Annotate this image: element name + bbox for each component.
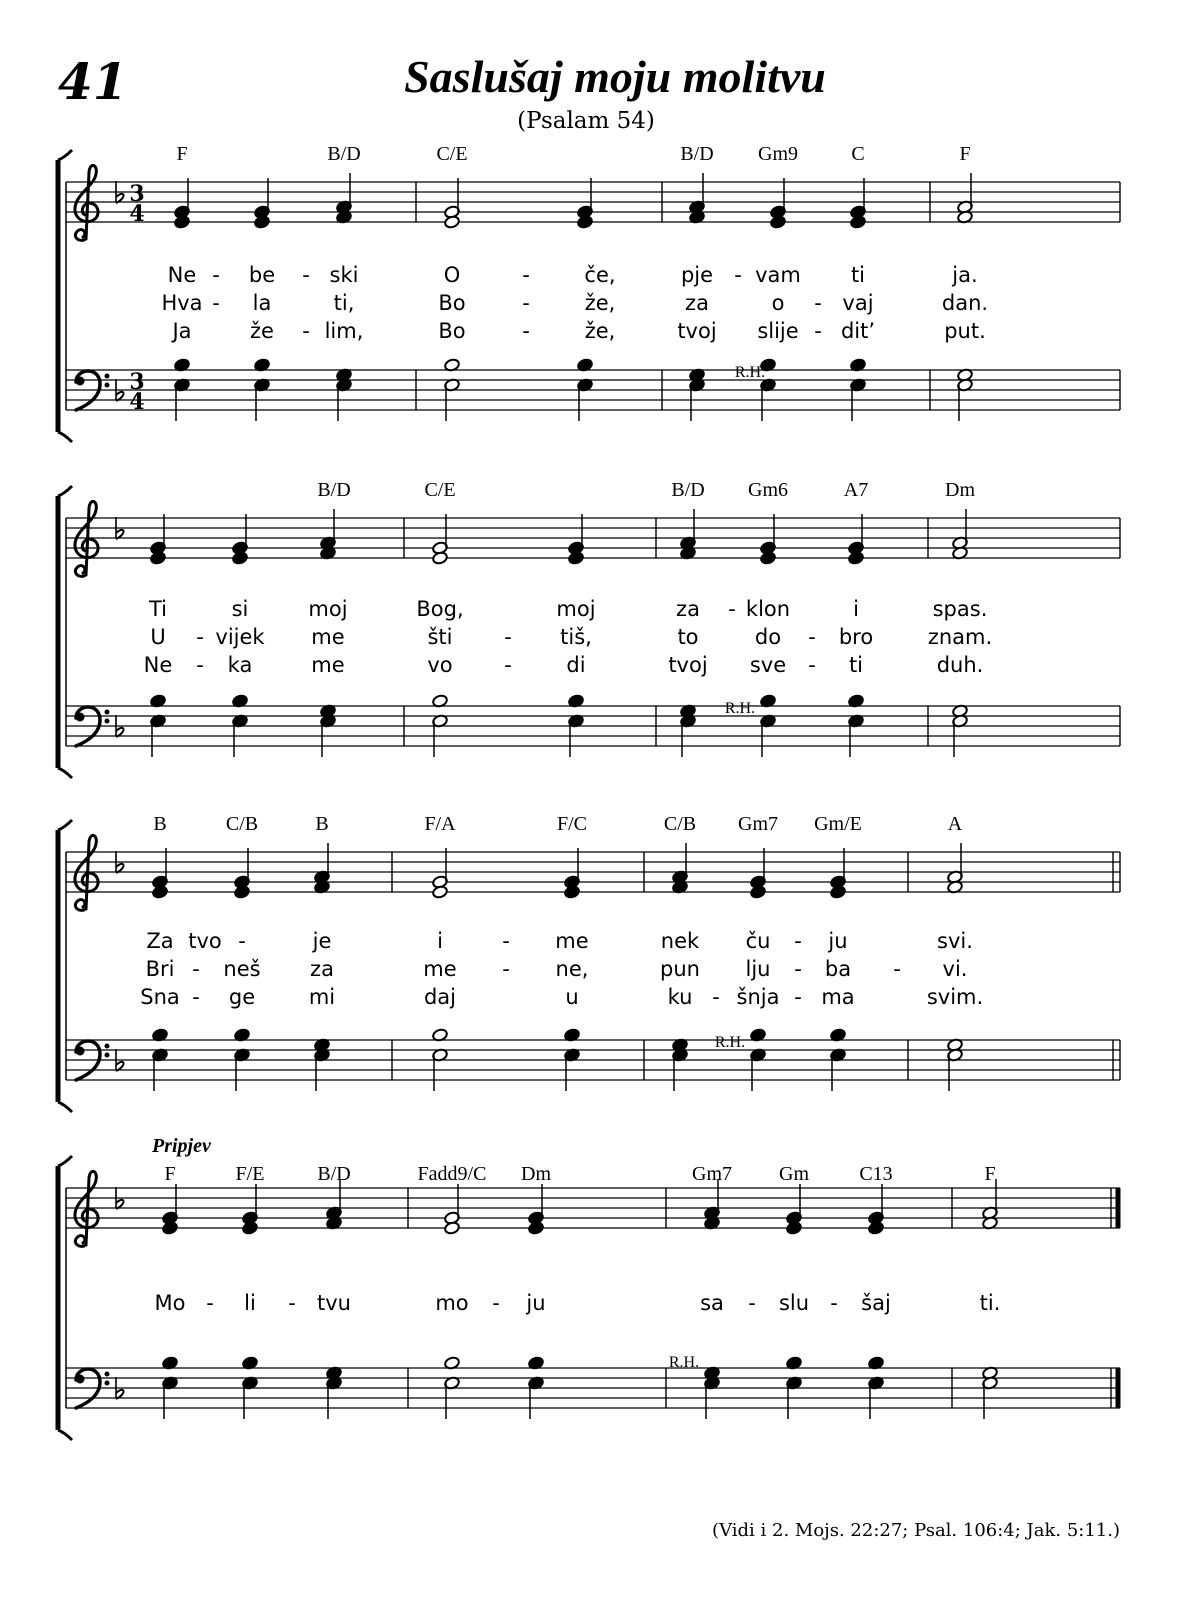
time-signature-top: 3 xyxy=(129,369,145,395)
lyric-hyphen: - xyxy=(502,957,510,981)
chord-symbol: C/E xyxy=(424,479,456,501)
chord-symbol: Gm/E xyxy=(814,813,862,835)
lyric-syllable: že xyxy=(250,319,274,343)
treble-note xyxy=(770,215,787,229)
lyric-syllable: moj xyxy=(308,597,348,621)
chord-symbol: C13 xyxy=(859,1163,893,1185)
system-bracket xyxy=(58,820,72,1112)
lyric-syllable: Bri xyxy=(145,957,175,981)
lyric-syllable: ti, xyxy=(333,291,355,315)
lyric-syllable: lju xyxy=(745,957,771,981)
lyric-syllable: dan. xyxy=(941,291,989,315)
treble-note xyxy=(868,1221,885,1235)
lyric-syllable: je xyxy=(312,929,332,953)
lyric-hyphen: - xyxy=(504,653,512,677)
treble-note xyxy=(232,551,249,565)
lyric-hyphen: - xyxy=(893,957,901,981)
bracket-bottom xyxy=(58,1430,72,1440)
chord-symbol: Gm xyxy=(779,1163,809,1185)
chord-symbol: A xyxy=(947,813,963,835)
lyric-syllable: šnja xyxy=(736,985,780,1009)
chord-symbol: Gm6 xyxy=(748,479,788,501)
right-hand-marker: R.H. xyxy=(668,1354,700,1371)
lyric-syllable: Mo xyxy=(154,1291,186,1315)
treble-clef-path xyxy=(75,1171,98,1246)
bass-clef-dot xyxy=(105,1053,110,1058)
bass-staff-3 xyxy=(66,1368,1120,1408)
lyric-syllable: vijek xyxy=(215,625,265,649)
lyric-syllable: la xyxy=(252,291,272,315)
lyric-syllable: O xyxy=(443,263,461,287)
treble-note xyxy=(444,1221,461,1235)
lyric-syllable: ja. xyxy=(952,263,978,287)
bass-clef-dot xyxy=(105,1044,110,1049)
lyric-syllable: ču xyxy=(745,929,771,953)
lyric-hyphen: - xyxy=(728,597,736,621)
bracket-top xyxy=(58,486,72,496)
chord-symbol: C/B xyxy=(663,813,697,835)
chord-symbol: Fadd9/C xyxy=(417,1163,487,1185)
lyric-syllable: i xyxy=(853,597,859,621)
lyric-syllable: ku xyxy=(667,985,693,1009)
lyric-syllable: ski xyxy=(329,263,359,287)
lyric-hyphen: - xyxy=(206,1291,214,1315)
lyric-syllable: šti xyxy=(427,625,453,649)
lyric-syllable: sa xyxy=(700,1291,724,1315)
time-signature-bottom: 4 xyxy=(129,201,145,227)
lyric-hyphen: - xyxy=(808,653,816,677)
chord-symbol: Dm xyxy=(521,1163,551,1185)
treble-note xyxy=(150,551,167,565)
lyric-syllable: svi. xyxy=(937,929,973,953)
bracket-top xyxy=(58,820,72,830)
lyric-syllable: vam xyxy=(755,263,801,287)
lyric-syllable: pun xyxy=(660,957,700,981)
lyric-hyphen: - xyxy=(734,263,742,287)
lyric-syllable: be xyxy=(248,263,276,287)
bass-clef-dot xyxy=(76,1047,85,1056)
bracket-bottom xyxy=(58,768,72,778)
lyric-syllable: duh. xyxy=(936,653,984,677)
time-signature-bottom: 4 xyxy=(129,389,145,415)
chord-symbol: Gm7 xyxy=(692,1163,732,1185)
lyric-syllable: Ti xyxy=(148,597,168,621)
lyric-syllable: di xyxy=(566,653,586,677)
lyric-hyphen: - xyxy=(212,263,220,287)
right-hand-marker: R.H. xyxy=(724,700,756,717)
lyric-syllable: ti. xyxy=(979,1291,1001,1315)
lyric-syllable: Za xyxy=(146,929,174,953)
lyric-hyphen: - xyxy=(794,985,802,1009)
lyric-syllable: bro xyxy=(838,625,874,649)
chord-symbol: F xyxy=(164,1163,176,1185)
treble-note xyxy=(830,885,847,899)
lyric-hyphen: - xyxy=(302,319,310,343)
chord-symbol: B/D xyxy=(317,1163,351,1185)
lyric-syllable: slu xyxy=(778,1291,810,1315)
lyric-hyphen: - xyxy=(196,653,204,677)
lyric-hyphen: - xyxy=(794,929,802,953)
treble-clef-path xyxy=(75,501,98,576)
lyric-hyphen: - xyxy=(192,957,200,981)
chord-symbol: C/B xyxy=(225,813,259,835)
lyric-hyphen: - xyxy=(830,1291,838,1315)
lyric-syllable: Ne xyxy=(167,263,197,287)
chord-symbol: C xyxy=(851,143,865,165)
treble-note xyxy=(254,215,271,229)
lyric-syllable: za xyxy=(685,291,709,315)
lyric-syllable: ju xyxy=(828,929,848,953)
lyric-syllable: tvoj xyxy=(668,653,708,677)
lyric-syllable: Ne xyxy=(143,653,173,677)
hymn-number: 41 xyxy=(58,52,128,111)
bracket-bottom xyxy=(58,1102,72,1112)
treble-note xyxy=(568,551,585,565)
chord-symbol: F xyxy=(959,143,971,165)
lyric-syllable: tvoj xyxy=(677,319,717,343)
treble-note xyxy=(786,1221,803,1235)
hymn-subtitle: (Psalam 54) xyxy=(517,108,655,134)
treble-clef-path xyxy=(75,165,98,240)
lyric-syllable: tvu xyxy=(317,1291,351,1315)
chord-symbol: F/C xyxy=(556,813,588,835)
lyric-syllable: dit’ xyxy=(840,319,876,343)
right-hand-marker: R.H. xyxy=(734,364,766,381)
lyric-syllable: Sna xyxy=(140,985,180,1009)
lyric-syllable: že, xyxy=(584,291,616,315)
treble-note xyxy=(848,551,865,565)
chord-symbol: B/D xyxy=(671,479,705,501)
treble-note xyxy=(850,215,867,229)
lyric-hyphen: - xyxy=(504,625,512,649)
treble-note xyxy=(152,885,169,899)
chord-symbol: A7 xyxy=(843,479,869,501)
treble-clef xyxy=(75,835,98,910)
bass-clef-dot xyxy=(76,377,85,386)
lyric-syllable: spas. xyxy=(932,597,988,621)
chord-symbol: B xyxy=(315,813,329,835)
system-bracket xyxy=(58,150,72,442)
lyric-syllable: tvo xyxy=(188,929,222,953)
lyric-syllable: Bo xyxy=(438,291,466,315)
treble-note xyxy=(432,885,449,899)
lyric-hyphen: - xyxy=(522,291,530,315)
treble-clef xyxy=(75,501,98,576)
lyric-syllable: li xyxy=(244,1291,256,1315)
time-signature-top: 3 xyxy=(129,181,145,207)
lyric-syllable: sve xyxy=(749,653,787,677)
chord-symbol: B/D xyxy=(317,479,351,501)
lyric-syllable: mo xyxy=(435,1291,469,1315)
chord-symbol: F xyxy=(176,143,188,165)
lyric-hyphen: - xyxy=(808,625,816,649)
lyric-syllable: do xyxy=(754,625,782,649)
treble-note xyxy=(760,551,777,565)
treble-note xyxy=(242,1221,259,1235)
chord-symbol: F/E xyxy=(235,1163,265,1185)
lyric-syllable: pje xyxy=(680,263,714,287)
lyric-syllable: lim, xyxy=(324,319,364,343)
bass-clef-dot xyxy=(105,374,110,379)
lyric-syllable: si xyxy=(231,597,249,621)
lyric-syllable: Ja xyxy=(172,319,192,343)
lyric-hyphen: - xyxy=(794,957,802,981)
treble-note xyxy=(750,885,767,899)
bass-clef-dot xyxy=(105,719,110,724)
bracket-top xyxy=(58,1156,72,1166)
lyric-syllable: me xyxy=(311,625,345,649)
lyric-syllable: Hva xyxy=(161,291,203,315)
lyric-syllable: znam. xyxy=(927,625,993,649)
bass-clef-dot xyxy=(105,1381,110,1386)
bass-clef-dot xyxy=(105,1372,110,1377)
lyric-syllable: šaj xyxy=(861,1291,891,1315)
lyric-hyphen: - xyxy=(522,319,530,343)
lyric-syllable: svim. xyxy=(926,985,984,1009)
lyric-hyphen: - xyxy=(522,263,530,287)
bass-clef-dot xyxy=(105,383,110,388)
treble-note xyxy=(162,1221,179,1235)
chord-symbol: Dm xyxy=(945,479,975,501)
lyric-hyphen: - xyxy=(748,1291,756,1315)
lyric-syllable: za xyxy=(676,597,700,621)
treble-clef xyxy=(75,165,98,240)
system-bracket xyxy=(58,486,72,778)
lyric-hyphen: - xyxy=(288,1291,296,1315)
chord-symbol: F/A xyxy=(424,813,456,835)
bracket-top xyxy=(58,150,72,160)
chord-symbol: B xyxy=(153,813,167,835)
lyric-syllable: u xyxy=(565,985,579,1009)
lyric-syllable: put. xyxy=(944,319,986,343)
lyric-syllable: moj xyxy=(556,597,596,621)
lyric-syllable: Bo xyxy=(438,319,466,343)
lyric-syllable: daj xyxy=(423,985,457,1009)
treble-note xyxy=(528,1221,545,1235)
lyric-hyphen: - xyxy=(196,625,204,649)
lyric-syllable: ma xyxy=(821,985,855,1009)
lyric-syllable: klon xyxy=(745,597,791,621)
lyric-syllable: za xyxy=(310,957,334,981)
lyric-syllable: ti xyxy=(848,653,864,677)
lyric-syllable: če, xyxy=(584,263,616,287)
bass-clef-dot xyxy=(76,1375,85,1384)
lyric-syllable: o xyxy=(771,291,785,315)
treble-note xyxy=(174,215,191,229)
treble-note xyxy=(432,551,449,565)
lyric-syllable: vi. xyxy=(942,957,968,981)
lyric-syllable: ge xyxy=(228,985,256,1009)
treble-staff-3 xyxy=(66,1188,1120,1228)
lyric-syllable: neš xyxy=(223,957,261,981)
lyric-hyphen: - xyxy=(814,319,822,343)
lyric-hyphen: - xyxy=(712,985,720,1009)
chord-symbol: Gm7 xyxy=(738,813,778,835)
lyric-hyphen: - xyxy=(492,1291,500,1315)
lyric-hyphen: - xyxy=(302,263,310,287)
lyric-syllable: nek xyxy=(660,929,700,953)
chord-symbol: B/D xyxy=(680,143,714,165)
chord-symbol: C/E xyxy=(436,143,468,165)
hymn-title: Saslušaj moju molitvu xyxy=(404,51,826,102)
lyric-hyphen: - xyxy=(238,929,246,953)
lyric-syllable: i xyxy=(437,929,443,953)
lyric-syllable: tiš, xyxy=(560,625,592,649)
lyric-hyphen: - xyxy=(502,929,510,953)
lyric-syllable: vaj xyxy=(842,291,874,315)
lyric-hyphen: - xyxy=(814,291,822,315)
lyric-syllable: ne, xyxy=(555,957,589,981)
lyric-syllable: me xyxy=(311,653,345,677)
scripture-footnote: (Vidi i 2. Mojs. 22:27; Psal. 106:4; Jak. 5:11.) xyxy=(712,1520,1120,1541)
lyric-syllable: U xyxy=(150,625,166,649)
treble-note xyxy=(577,215,594,229)
lyric-syllable: ba xyxy=(824,957,852,981)
chord-symbol: Gm9 xyxy=(758,143,798,165)
lyric-hyphen: - xyxy=(192,985,200,1009)
treble-note xyxy=(564,885,581,899)
lyric-hyphen: - xyxy=(212,291,220,315)
chord-symbol: B/D xyxy=(327,143,361,165)
lyric-syllable: ti xyxy=(850,263,866,287)
right-hand-marker: R.H. xyxy=(714,1034,746,1051)
lyric-syllable: že, xyxy=(584,319,616,343)
lyric-syllable: ka xyxy=(227,653,253,677)
lyric-syllable: me xyxy=(555,929,589,953)
lyric-syllable: ju xyxy=(526,1291,546,1315)
chord-symbol: F xyxy=(984,1163,996,1185)
section-label: Pripjev xyxy=(152,1135,211,1157)
lyric-syllable: vo xyxy=(427,653,453,677)
bracket-bottom xyxy=(58,432,72,442)
lyric-syllable: slije xyxy=(757,319,799,343)
treble-clef xyxy=(75,1171,98,1246)
bass-clef-dot xyxy=(105,710,110,715)
lyric-syllable: me xyxy=(423,957,457,981)
treble-note xyxy=(444,215,461,229)
treble-clef-path xyxy=(75,835,98,910)
treble-note xyxy=(234,885,251,899)
lyric-syllable: to xyxy=(677,625,699,649)
lyric-syllable: Bog, xyxy=(416,597,464,621)
lyric-syllable: mi xyxy=(308,985,336,1009)
bass-clef-dot xyxy=(76,713,85,722)
